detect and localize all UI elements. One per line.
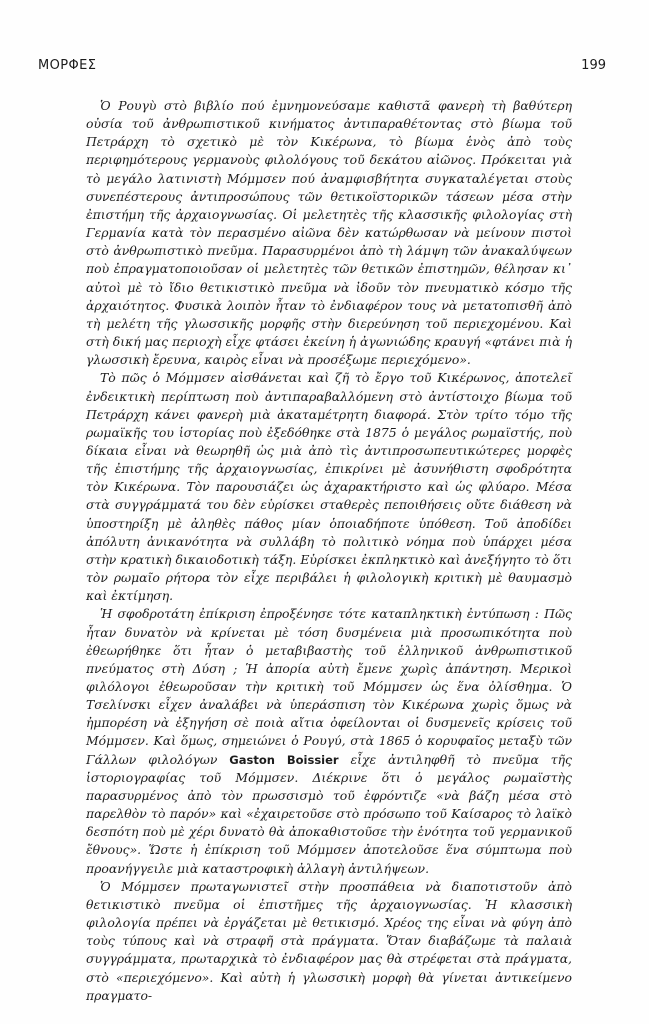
running-title: ΜΟΡΦΕΣ [38, 58, 97, 73]
person-name-gaston-boissier: Gaston Boissier [229, 752, 339, 767]
running-head [38, 58, 606, 76]
page-number: 199 [581, 58, 606, 73]
paragraph-3-text-after: εἶχε ἀντιληφθῆ τὸ πνεῦμα τῆς ἱστοριογραφίας τοῦ Μόμμσεν. Διέκρινε ὅτι ὁ μεγάλος ρωμαϊστὴς παρασυρμένος ἀπὸ τὸν πρωσσισμὸ τοῦ ἐφρόντιζε «νὰ βάζη μέσα στὸ παρελθὸν τὸ παρόν» καὶ «ἐχαιρετοῦσε στὸ πρόσωπο τοῦ Καίσαρος τὸ λαϊκὸ δεσπότη ποὺ μὲ χέρι δυνατὸ θὰ ἀποκαθιστοῦσε τὴν ἑνότητα τοῦ γερμανικοῦ ἔθνους». Ὥστε ἡ ἐπίκριση τοῦ Μόμμσεν ἀποτελοῦσε ἕνα σύμπτωμα ποὺ προανήγγειλε μιὰ καταστροφικὴ ἀλλαγὴ ἀντιλήψεων. [86, 751, 572, 876]
paragraph-1: Ὁ Ρουγὺ στὸ βιβλίο πού ἐμνημονεύσαμε καθιστᾶ φανερὴ τὴ βαθύτερη οὐσία τοῦ ἀνθρωπιστικοῦ κινήματος ἀντιπαραθέτοντας στὸ βίωμα τοῦ Πετράρχη τὸ σχετικὸ μὲ τὸν Κικέρωνα, τὸ βίωμα ἑνὸς ἀπὸ τοὺς περιφημότερους γερμανοὺς φιλολόγους τοῦ δεκάτου αἰῶνος. Πρόκειται γιὰ τὸ μεγάλο λατινιστὴ Μόμμσεν πού ἀναμφισβήτητα συγκαταλέγεται στοὺς συνεπέστερους ἀντιπροσώπους τῶν θετικοϊστορικῶν τάσεων μέσα στὴν ἐπιστήμη τῆς ἀρχαιογνωσίας. Οἱ μελετητὲς τῆς κλασσικῆς φιλολογίας στὴ Γερμανία κατὰ τὸν περασμένο αἰῶνα δὲν κατώρθωσαν νὰ μείνουν πιστοὶ στὸ ἀνθρωπιστικὸ πνεῦμα. Παρασυρμένοι ἀπὸ τὴ λάμψη τῶν ἀνακαλύψεων ποὺ ἐπραγματοποιοῦσαν οἱ μελετητὲς τῶν θετικῶν ἐπιστημῶν, θέλησαν κι᾽ αὐτοὶ μὲ τὸ ἴδιο θετικιστικὸ πνεῦμα νὰ ἰδοῦν τὸν πνευματικὸ κόσμο τῆς ἀρχαιότητος. Φυσικὰ λοιπὸν ἦταν τὸ ἐνδιαφέρον τους νὰ μετατοπισθῆ ἀπὸ τὴ μελέτη τῆς γλωσσικῆς μορφῆς στὴν διερεύνηση τοῦ περιεχομένου. Καὶ στὴ δική μας περιοχὴ εἶχε φτάσει ἐκείνη ἡ ἀγωνιώδης κραυγή «φτάνει πιὰ ἡ γλωσσικὴ ἔρευνα, καιρὸς εἶναι νὰ προσέξωμε περιεχόμενο». [86, 98, 572, 368]
paragraph-3-text-before: Ἡ σφοδροτάτη ἐπίκριση ἐπροξένησε τότε καταπληκτικὴ ἐντύπωση : Πῶς ἦταν δυνατὸν νὰ κρίνεται μὲ τόση δυσμένεια μιὰ προσωπικότητα ποὺ ἐθεωρήθηκε ὅτι ἦταν ὁ μεταβιβαστὴς τοῦ ἑλληνικοῦ ἀνθρωπιστικοῦ πνεύματος στὴ Δύση ; Ἡ ἀπορία αὐτὴ ἔμενε χωρὶς ἀπάντηση. Μερικοὶ φιλόλογοι ἐθεωροῦσαν τὴν κριτικὴ τοῦ Μόμμσεν ὡς ἕνα ὀλίσθημα. Ὁ Τσελίνσκι εἶχεν ἀναλάβει νὰ ὑπεράσπιση τὸν Κικέρωνα χωρὶς ὅμως νὰ ἠμπορέση νὰ ἐξηγήση σὲ ποιὰ αἴτια ὀφείλονται οἱ δυσμενεῖς κρίσεις τοῦ Μόμμσεν. Καὶ ὅμως, σημειώνει ὁ Ρουγύ, στὰ 1865 ὁ κορυφαῖος μεταξὺ τῶν Γάλλων φιλολόγων [86, 606, 572, 767]
paragraph-4: Ὁ Μόμμσεν πρωταγωνιστεῖ στὴν προσπάθεια νὰ διαποτιστοῦν ἀπὸ θετικιστικὸ πνεῦμα οἱ ἐπιστῆμες τῆς ἀρχαιογνωσίας. Ἡ κλασσικὴ φιλολογία πρέπει νὰ ἐργάζεται μὲ θετικισμό. Χρέος της εἶναι νὰ φύγη ἀπὸ τοὺς τύπους καὶ νὰ στραφῆ στὰ πράγματα. Ὅταν διαβάζωμε τὰ παλαιὰ συγγράμματα, πρωταρχικὰ τὸ ἐνδιαφέρον μας θὰ στρέφεται στὰ πράγματα, στὸ «περιεχόμενο». Καὶ αὐτὴ ἡ γλωσσικὴ μορφὴ θὰ γίνεται ἀντικείμενο πραγματο- [86, 878, 572, 1003]
paragraph-3 [86, 605, 572, 877]
paragraph-2: Τὸ πῶς ὁ Μόμμσεν αἰσθάνεται καὶ ζῆ τὸ ἔργο τοῦ Κικέρωνος, ἀποτελεῖ ἐνδεικτικὴ περίπτωση ποὺ ἀντιπαραβαλλόμενη στὸ ἀντίστοιχο βίωμα τοῦ Πετράρχη κάνει φανερὴ μιὰ ἀκαταμέτρητη διαφορά. Στὸν τρίτο τόμο τῆς ρωμαϊκῆς του ἱστορίας ποὺ ἐξεδόθηκε στὰ 1875 ὁ μεγάλος ρωμαϊστής, ποὺ δίκαια εἶναι νὰ θεωρηθῆ ὡς μιὰ ἀπὸ τὶς ἀντιπροσωπευτικώτερες μορφὲς τῆς ἐπιστήμης τῆς ἀρχαιογνωσίας, ἐπικρίνει μὲ ἀσυνήθιστη σφοδρότητα τὸν Κικέρωνα. Τὸν παρουσιάζει ὡς ἀχαρακτήριστο καὶ ὡς φλύαρο. Μέσα στὰ συγγράμματά του δὲν εὑρίσκει σταθερὲς πεποιθήσεις οὔτε διάθεση νὰ ὑποστηρίξη μὲ ἀληθὲς πάθος μίαν ὁποιαδήποτε ὑπόθεση. Τοῦ ἀποδίδει ἀπόλυτη ἀνικανότητα νὰ συλλάβη τὸ πολιτικὸ νόημα ποὺ ὑπάρχει μέσα στὴν κρατικὴ δικαιοδοτικὴ τάξη. Εὑρίσκει ἐκπληκτικὸ καὶ ἀνεξήγητο τὸ ὅτι τὸν ρωμαῖο ρήτορα τὸν εἶχε περιβάλει ἡ φιλολογικὴ κριτικὴ μὲ θαυμασμὸ καὶ ἐκτίμηση. [86, 370, 572, 604]
body-text [86, 97, 572, 1005]
